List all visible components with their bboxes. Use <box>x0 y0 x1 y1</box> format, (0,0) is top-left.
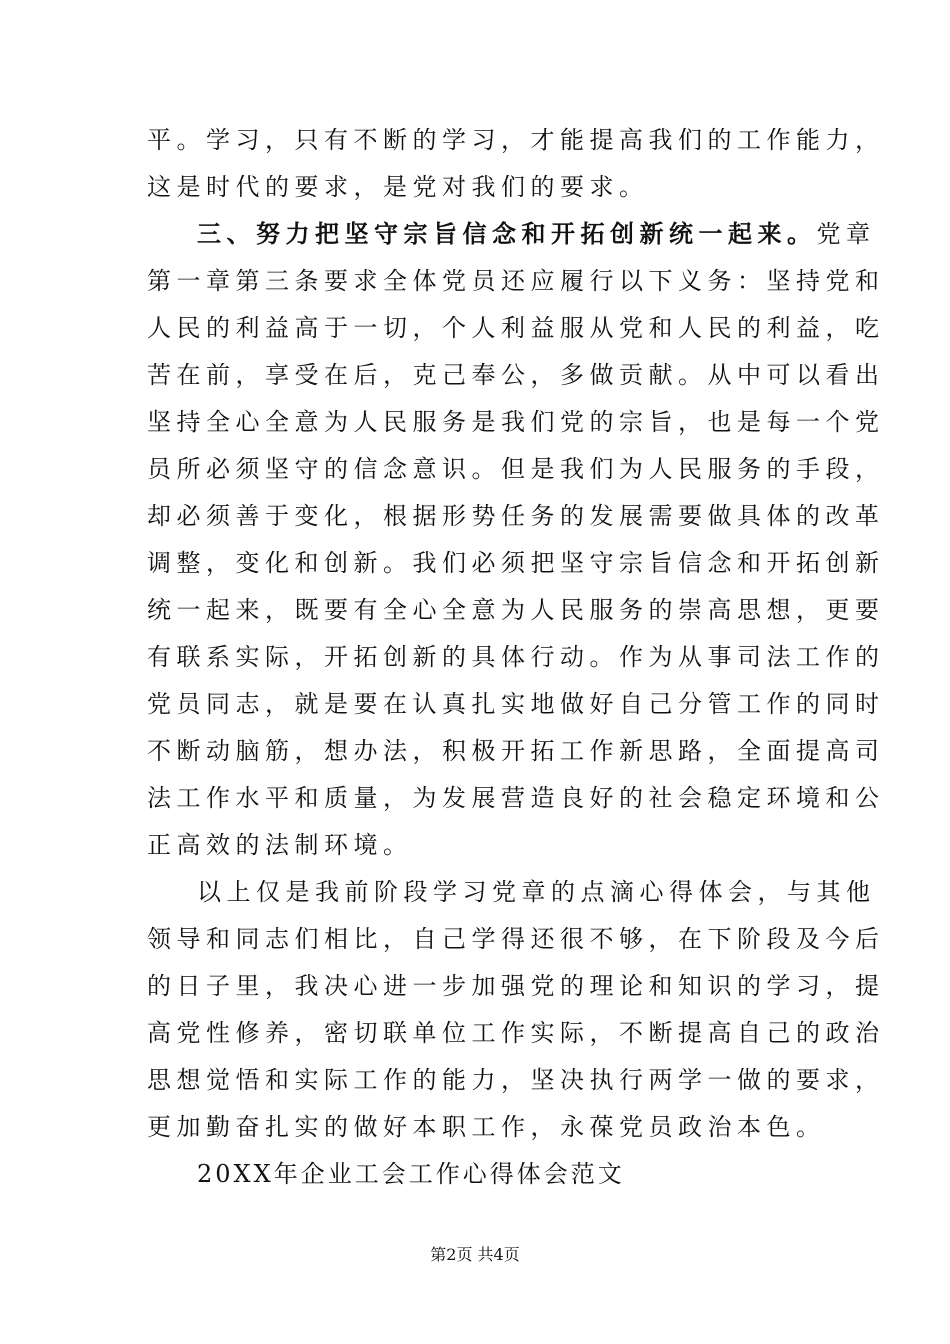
text-line: 思想觉悟和实际工作的能力，坚决执行两学一做的要求， <box>147 1066 885 1094</box>
text-line: 第一章第三条要求全体党员还应履行以下义务：坚持党和 <box>147 267 885 295</box>
text-line: 高党性修养，密切联单位工作实际，不断提高自己的政治 <box>147 1019 885 1047</box>
text-line: 却必须善于变化，根据形势任务的发展需要做具体的改革 <box>147 502 885 530</box>
text-line: 以上仅是我前阶段学习党章的点滴心得体会，与其他 <box>197 878 876 906</box>
text-line: 更加勤奋扎实的做好本职工作，永葆党员政治本色。 <box>147 1113 826 1141</box>
text-line: 员所必须坚守的信念意识。但是我们为人民服务的手段， <box>147 455 885 483</box>
text-line: 人民的利益高于一切，个人利益服从党和人民的利益，吃 <box>147 314 885 342</box>
text-line: 调整，变化和创新。我们必须把坚守宗旨信念和开拓创新 <box>147 549 885 577</box>
text-line: 的日子里，我决心进一步加强党的理论和知识的学习，提 <box>147 972 885 1000</box>
section-heading-line <box>147 211 876 258</box>
text-line: 领导和同志们相比，自己学得还很不够，在下阶段及今后 <box>147 925 885 953</box>
article-title: 20XX年企业工会工作心得体会范文 <box>197 1160 625 1188</box>
text-line: 法工作水平和质量，为发展营造良好的社会稳定环境和公 <box>147 784 885 812</box>
text-line: 党员同志，就是要在认真扎实地做好自己分管工作的同时 <box>147 690 885 718</box>
text-line: 坚持全心全意为人民服务是我们党的宗旨，也是每一个党 <box>147 408 885 436</box>
text-line: 统一起来，既要有全心全意为人民服务的崇高思想，更要 <box>147 596 885 624</box>
text-line: 这是时代的要求，是党对我们的要求。 <box>147 173 649 201</box>
document-body <box>147 117 885 1198</box>
text-line: 平。学习，只有不断的学习，才能提高我们的工作能力， <box>147 126 885 154</box>
section-heading: 三、努力把坚守宗旨信念和开拓创新统一起来。 <box>197 220 817 248</box>
text-line: 苦在前，享受在后，克己奉公，多做贡献。从中可以看出 <box>147 361 885 389</box>
text-line: 正高效的法制环境。 <box>147 831 413 859</box>
text-line: 不断动脑筋，想办法，积极开拓工作新思路，全面提高司 <box>147 737 885 765</box>
text-span: 党章 <box>816 220 876 248</box>
page-number-footer: 第2页 共4页 <box>430 1245 520 1264</box>
text-line: 有联系实际，开拓创新的具体行动。作为从事司法工作的 <box>147 643 885 671</box>
